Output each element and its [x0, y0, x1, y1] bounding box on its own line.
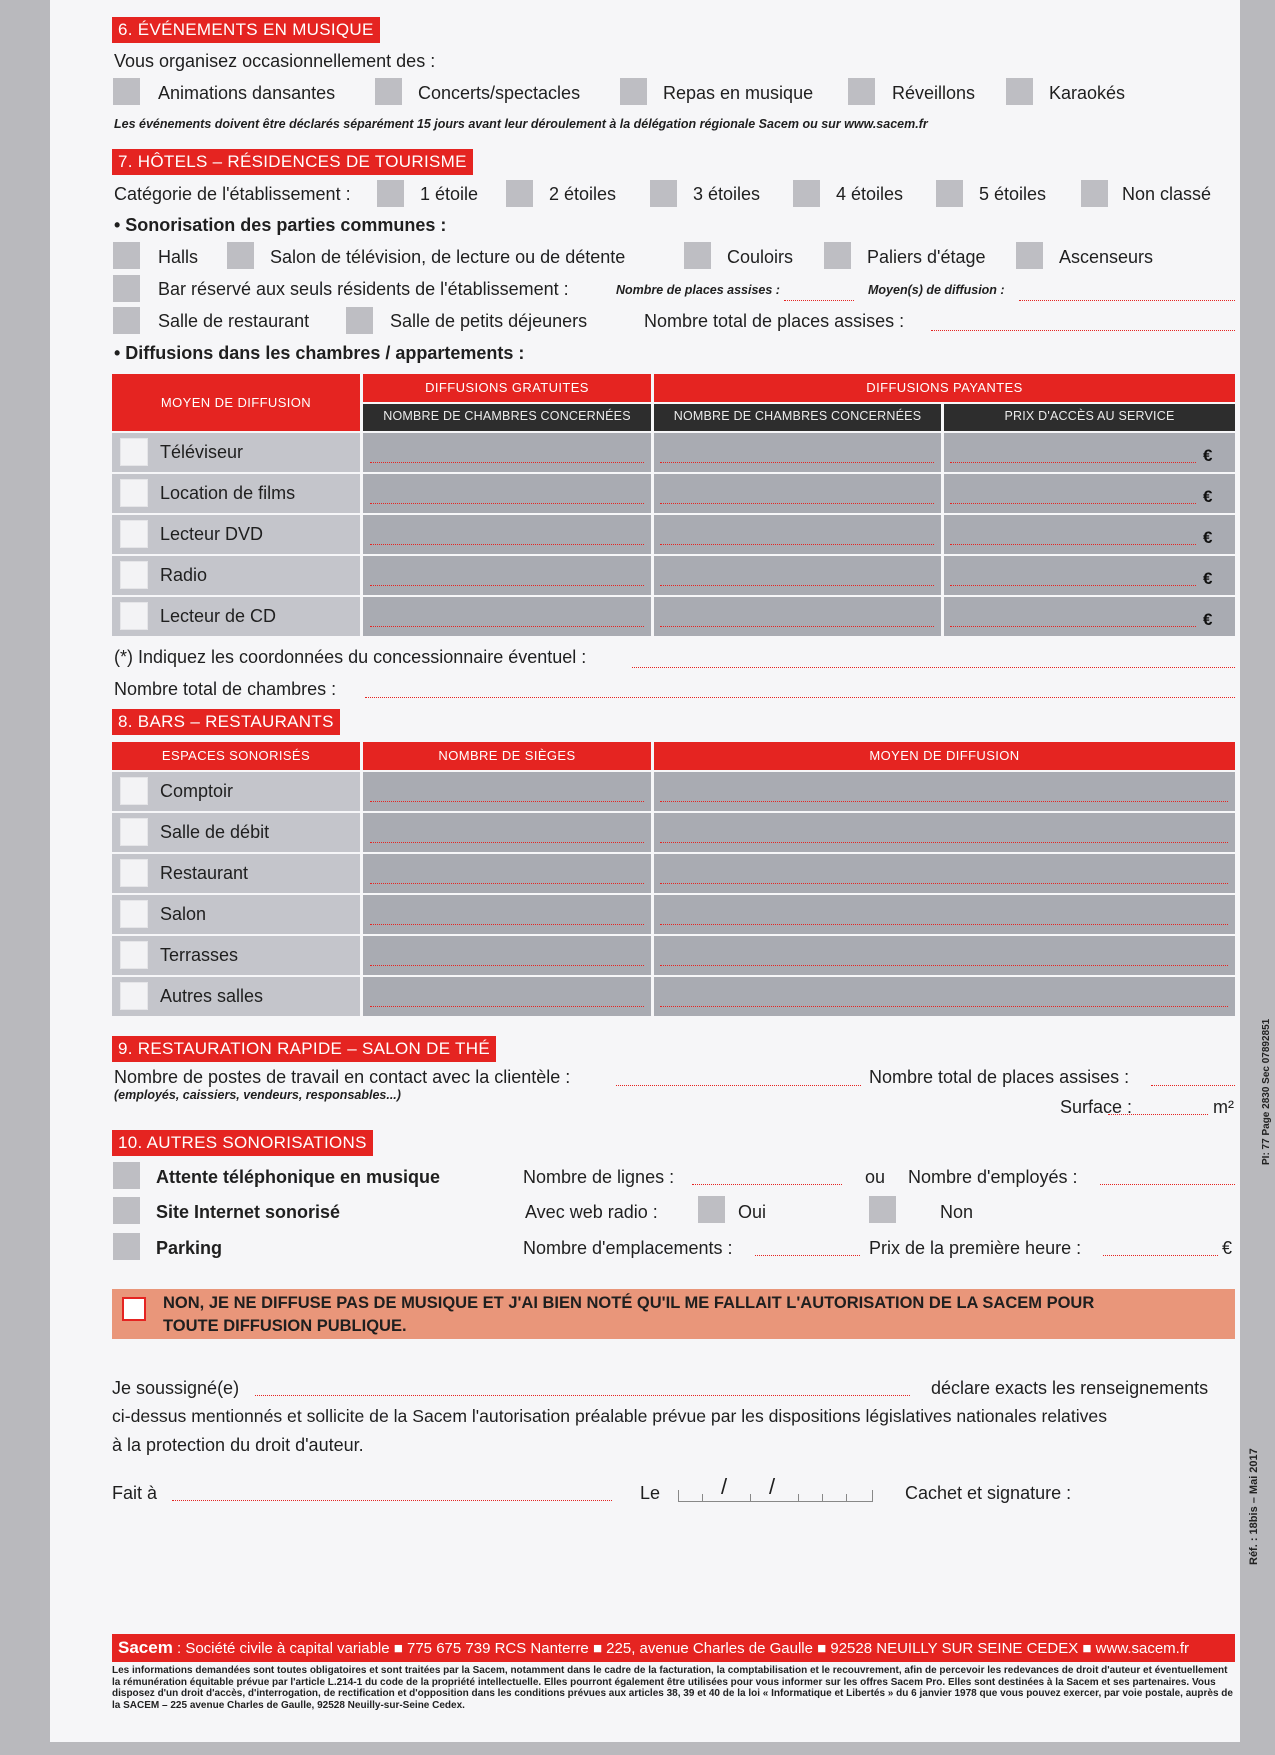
spaces-field[interactable]	[755, 1255, 860, 1256]
cell-means[interactable]	[654, 772, 1235, 811]
checkbox-restaurant[interactable]	[113, 307, 140, 334]
checkbox-comptoir[interactable]	[120, 777, 148, 805]
checkbox-repas[interactable]	[620, 78, 647, 105]
label-phone-music: Attente téléphonique en musique	[156, 1167, 441, 1187]
label-karaokes: Karaokés	[1049, 83, 1126, 103]
field-line	[950, 503, 1196, 504]
field-line	[660, 503, 934, 504]
checkbox-website[interactable]	[113, 1197, 140, 1224]
col-seats-header: NOMBRE DE SIÈGES	[363, 742, 651, 770]
spaces-label: Nombre d'emplacements :	[523, 1238, 733, 1258]
row-label-lecteur-dvd: Lecteur DVD	[160, 524, 264, 544]
field-line	[370, 585, 644, 586]
checkbox-bar-residents[interactable]	[113, 275, 140, 302]
field-line	[370, 801, 644, 802]
label-no: Non	[940, 1202, 974, 1222]
cell-paid-rooms[interactable]	[654, 556, 941, 595]
section-10-title: 10. AUTRES SONORISATIONS	[112, 1130, 373, 1156]
checkbox-2-stars[interactable]	[506, 180, 533, 207]
declaration-line3: à la protection du droit d'auteur.	[112, 1435, 364, 1455]
cell-seats[interactable]	[363, 895, 651, 934]
checkbox-non-classe[interactable]	[1081, 180, 1108, 207]
field-line	[660, 544, 934, 545]
field-line	[370, 626, 644, 627]
total-rooms-label: Nombre total de chambres :	[114, 679, 337, 699]
field-line	[370, 842, 644, 843]
stamp-label: Cachet et signature :	[905, 1483, 1072, 1503]
field-line	[660, 1006, 1228, 1007]
label-repas: Repas en musique	[663, 83, 814, 103]
or-label: ou	[865, 1167, 886, 1187]
date-field[interactable]	[678, 1480, 873, 1502]
checkbox-terrasses[interactable]	[120, 941, 148, 969]
cell-means[interactable]	[654, 977, 1235, 1016]
date-tick	[822, 1494, 823, 1502]
field-line	[370, 503, 644, 504]
price-field[interactable]	[1103, 1255, 1218, 1256]
checkbox-4-stars[interactable]	[793, 180, 820, 207]
total-places-label: Nombre total de places assises :	[644, 311, 905, 331]
row-label-comptoir: Comptoir	[160, 781, 234, 801]
checkbox-location-films[interactable]	[120, 479, 148, 507]
cell-paid-rooms[interactable]	[654, 433, 941, 472]
col-paid-header: DIFFUSIONS PAYANTES	[654, 374, 1235, 402]
row-label-televiseur: Téléviseur	[160, 442, 244, 462]
checkbox-5-stars[interactable]	[936, 180, 963, 207]
cell-seats[interactable]	[363, 977, 651, 1016]
label-ascenseurs: Ascenseurs	[1059, 247, 1154, 267]
cell-price[interactable]	[944, 597, 1235, 636]
checkbox-lecteur-dvd[interactable]	[120, 520, 148, 548]
checkbox-lecteur-cd[interactable]	[120, 602, 148, 630]
checkbox-breakfast[interactable]	[346, 307, 373, 334]
date-slash: /	[721, 1474, 728, 1499]
table-row	[112, 772, 360, 811]
label-breakfast: Salle de petits déjeuners	[390, 311, 588, 331]
checkbox-paliers[interactable]	[824, 242, 851, 269]
checkbox-couloirs[interactable]	[684, 242, 711, 269]
field-line	[660, 585, 934, 586]
print-code: PI: 77 Page 2830 Sec 07892851	[1261, 1018, 1272, 1165]
label-reveillons: Réveillons	[892, 83, 976, 103]
field-line	[660, 626, 934, 627]
cell-means[interactable]	[654, 936, 1235, 975]
checkbox-salle-debit[interactable]	[120, 818, 148, 846]
date-label: Le	[640, 1483, 661, 1503]
field-line	[950, 585, 1196, 586]
row-label-radio: Radio	[160, 565, 208, 585]
checkbox-1-star[interactable]	[377, 180, 404, 207]
row-label-terrasses: Terrasses	[160, 945, 239, 965]
total-rooms-field[interactable]	[365, 697, 1235, 698]
cell-free-rooms[interactable]	[363, 433, 651, 472]
lines-field[interactable]	[692, 1184, 842, 1185]
euro-symbol: €	[1203, 446, 1213, 465]
label-2-stars: 2 étoiles	[549, 184, 617, 204]
concession-label: (*) Indiquez les coordonnées du concessionnaire éventuel :	[114, 647, 587, 667]
surface-label: Surface :	[1060, 1097, 1133, 1117]
reference-code: Réf. : 18bis – Mai 2017	[1248, 1448, 1260, 1565]
cell-seats[interactable]	[363, 813, 651, 852]
undersigned-label: Je soussigné(e)	[112, 1378, 240, 1398]
row-label-restaurant: Restaurant	[160, 863, 249, 883]
cell-paid-rooms[interactable]	[654, 474, 941, 513]
sec6-note: Les événements doivent être déclarés séparément 15 jours avant leur déroulement à la délégation régionale Sacem ou sur www.sacem.fr	[114, 117, 928, 131]
label-parking: Parking	[156, 1238, 223, 1258]
section-6-title: 6. ÉVÉNEMENTS EN MUSIQUE	[112, 17, 380, 43]
label-couloirs: Couloirs	[727, 247, 794, 267]
field-line	[370, 544, 644, 545]
webradio-label: Avec web radio :	[525, 1202, 658, 1222]
section-7-title: 7. HÔTELS – RÉSIDENCES DE TOURISME	[112, 149, 473, 175]
checkbox-phone-music[interactable]	[113, 1162, 140, 1189]
checkbox-radio[interactable]	[120, 561, 148, 589]
staff-note: (employés, caissiers, vendeurs, responsables...)	[114, 1088, 401, 1102]
euro-symbol: €	[1203, 610, 1213, 629]
field-line	[660, 842, 1228, 843]
col-free-header: DIFFUSIONS GRATUITES	[363, 374, 651, 402]
cell-means[interactable]	[654, 813, 1235, 852]
no-music-line1: NON, JE NE DIFFUSE PAS DE MUSIQUE ET J'AI BIEN NOTÉ QU'IL ME FALLAIT L'AUTORISATION DE LA SACEM POUR	[163, 1294, 1095, 1312]
date-tick	[750, 1494, 751, 1502]
undersigned-field[interactable]	[255, 1395, 910, 1396]
date-tick	[846, 1494, 847, 1502]
table-row	[112, 556, 360, 595]
declare-text: déclare exacts les renseignements	[931, 1378, 1209, 1398]
places-field-9[interactable]	[1151, 1085, 1235, 1086]
field-line	[950, 544, 1196, 545]
euro-symbol: €	[1203, 528, 1213, 547]
field-line	[370, 965, 644, 966]
bar-places-label: Nombre de places assises :	[616, 283, 780, 297]
label-halls: Halls	[158, 247, 199, 267]
cell-seats[interactable]	[363, 854, 651, 893]
checkbox-reveillons[interactable]	[848, 78, 875, 105]
field-line	[660, 965, 1228, 966]
field-line	[370, 1006, 644, 1007]
field-line	[660, 462, 934, 463]
form-page	[50, 0, 1272, 1742]
table-row	[112, 895, 360, 934]
legal-notice: Les informations demandées sont toutes obligatoires et sont traitées par la Sacem, notamment dans le cadre de la facturation, la comptabilisation et le recouvrement, afin de percevoir les redevances de droit d'auteur et éventuellement la rémunération équitable prévue par l'article L.214-1 du code de la propriété intellectuelle. Elles pourront également être utilisées pour vous informer sur les offres Sacem Pro. Elles sont destinées à la Sacem et ses partenaires. Vous disposez d'un droit d'accès, d'interrogation, de rectification et d'opposition dans les conditions prévues aux articles 38, 39 et 40 de la loi « Informatique et Libertés » du 6 janvier 1978 que vous pouvez exercer, par voie postale, auprès de la SACEM – 225 avenue Charles de Gaulle, 92528 Neuilly-sur-Seine Cedex.	[112, 1665, 1233, 1711]
label-restaurant: Salle de restaurant	[158, 311, 310, 331]
label-paliers: Paliers d'étage	[867, 247, 986, 267]
cell-price[interactable]	[944, 474, 1235, 513]
places-label-9: Nombre total de places assises :	[869, 1067, 1130, 1087]
category-label: Catégorie de l'établissement :	[114, 184, 351, 204]
field-line	[660, 883, 1228, 884]
employees-field[interactable]	[1100, 1184, 1235, 1185]
col-spaces-header: ESPACES SONORISÉS	[112, 742, 360, 770]
date-tick	[678, 1490, 679, 1502]
date-slash: /	[769, 1474, 776, 1499]
label-salon-tv: Salon de télévision, de lecture ou de détente	[270, 247, 626, 267]
checkbox-no-music[interactable]	[122, 1297, 146, 1321]
lines-label: Nombre de lignes :	[523, 1167, 675, 1187]
cell-free-rooms[interactable]	[363, 556, 651, 595]
checkbox-ascenseurs[interactable]	[1016, 242, 1043, 269]
total-places-field[interactable]	[931, 330, 1235, 331]
field-line	[950, 626, 1196, 627]
euro-symbol: €	[1203, 569, 1213, 588]
checkbox-concerts[interactable]	[375, 78, 402, 105]
label-3-stars: 3 étoiles	[693, 184, 761, 204]
cell-free-rooms[interactable]	[363, 474, 651, 513]
row-label-location-films: Location de films	[160, 483, 296, 503]
staff-label: Nombre de postes de travail en contact avec la clientèle :	[114, 1067, 571, 1087]
footer-bar	[112, 1634, 1235, 1662]
section-8-title: 8. BARS – RESTAURANTS	[112, 709, 340, 735]
employees-label: Nombre d'employés :	[908, 1167, 1078, 1187]
col-means-header-8: MOYEN DE DIFFUSION	[654, 742, 1235, 770]
common-areas-heading: • Sonorisation des parties communes :	[114, 215, 447, 235]
checkbox-parking[interactable]	[113, 1233, 140, 1260]
row-label-lecteur-cd: Lecteur de CD	[160, 606, 277, 626]
price-currency: €	[1222, 1238, 1233, 1258]
rooms-heading: • Diffusions dans les chambres / appartements :	[114, 343, 525, 363]
cell-paid-rooms[interactable]	[654, 515, 941, 554]
done-at-label: Fait à	[112, 1483, 158, 1503]
cell-means[interactable]	[654, 854, 1235, 893]
sec6-intro: Vous organisez occasionnellement des :	[114, 51, 436, 71]
label-concerts: Concerts/spectacles	[418, 83, 581, 103]
cell-price[interactable]	[944, 433, 1235, 472]
field-line	[370, 883, 644, 884]
checkbox-karaokes[interactable]	[1006, 78, 1033, 105]
cell-free-rooms[interactable]	[363, 597, 651, 636]
label-bar-residents: Bar réservé aux seuls résidents de l'établissement :	[158, 279, 569, 299]
label-yes: Oui	[738, 1202, 767, 1222]
field-line	[660, 924, 1228, 925]
checkbox-webradio-no[interactable]	[869, 1196, 896, 1223]
footer-info: : Société civile à capital variable ■ 775 675 739 RCS Nanterre ■ 225, avenue Charles de Gaulle ■ 92528 NEUILLY SUR SEINE CEDEX ■ www.sacem.fr	[172, 1640, 1190, 1657]
sub-price-header: PRIX D'ACCÈS AU SERVICE	[944, 404, 1235, 431]
field-line	[660, 801, 1228, 802]
cell-means[interactable]	[654, 895, 1235, 934]
staff-field[interactable]	[616, 1085, 861, 1086]
checkbox-halls[interactable]	[113, 242, 140, 269]
checkbox-restaurant-8[interactable]	[120, 859, 148, 887]
checkbox-televiseur[interactable]	[120, 438, 148, 466]
sub-free-header: NOMBRE DE CHAMBRES CONCERNÉES	[363, 404, 651, 431]
cell-price[interactable]	[944, 515, 1235, 554]
checkbox-salon[interactable]	[120, 900, 148, 928]
label-non-classe: Non classé	[1122, 184, 1212, 204]
surface-field[interactable]	[1108, 1114, 1208, 1115]
date-tick	[798, 1494, 799, 1502]
field-line	[370, 924, 644, 925]
cell-seats[interactable]	[363, 772, 651, 811]
surface-unit: m²	[1213, 1097, 1234, 1117]
row-label-autres-salles: Autres salles	[160, 986, 264, 1006]
declaration-line2: ci-dessus mentionnés et sollicite de la Sacem l'autorisation préalable prévue par les dispositions législatives nationales relatives	[112, 1406, 1108, 1426]
label-5-stars: 5 étoiles	[979, 184, 1047, 204]
bar-means-label: Moyen(s) de diffusion :	[868, 283, 1005, 297]
row-label-salle-debit: Salle de débit	[160, 822, 270, 842]
bar-means-field[interactable]	[1019, 300, 1235, 301]
done-at-field[interactable]	[172, 1500, 612, 1501]
date-tick	[702, 1494, 703, 1502]
field-line	[370, 462, 644, 463]
label-1-star: 1 étoile	[420, 184, 479, 204]
cell-seats[interactable]	[363, 936, 651, 975]
euro-symbol: €	[1203, 487, 1213, 506]
label-animations: Animations dansantes	[158, 83, 336, 103]
no-music-line2: TOUTE DIFFUSION PUBLIQUE.	[163, 1317, 407, 1335]
field-line	[950, 462, 1196, 463]
label-website: Site Internet sonorisé	[156, 1202, 341, 1222]
sacem-brand: Sacem	[118, 1638, 173, 1657]
price-label: Prix de la première heure :	[869, 1238, 1082, 1258]
checkbox-animations[interactable]	[113, 78, 140, 105]
checkbox-salon-tv[interactable]	[227, 242, 254, 269]
label-4-stars: 4 étoiles	[836, 184, 904, 204]
cell-free-rooms[interactable]	[363, 515, 651, 554]
col-means-header: MOYEN DE DIFFUSION	[112, 374, 360, 431]
checkbox-3-stars[interactable]	[650, 180, 677, 207]
date-tick	[872, 1490, 873, 1502]
cell-price[interactable]	[944, 556, 1235, 595]
checkbox-autres-salles[interactable]	[120, 982, 148, 1010]
row-label-salon: Salon	[160, 904, 207, 924]
cell-paid-rooms[interactable]	[654, 597, 941, 636]
sub-paid-header: NOMBRE DE CHAMBRES CONCERNÉES	[654, 404, 941, 431]
bar-places-field[interactable]	[784, 300, 854, 301]
section-9-title: 9. RESTAURATION RAPIDE – SALON DE THÉ	[112, 1036, 496, 1062]
checkbox-webradio-yes[interactable]	[698, 1196, 725, 1223]
concession-field[interactable]	[632, 667, 1235, 668]
